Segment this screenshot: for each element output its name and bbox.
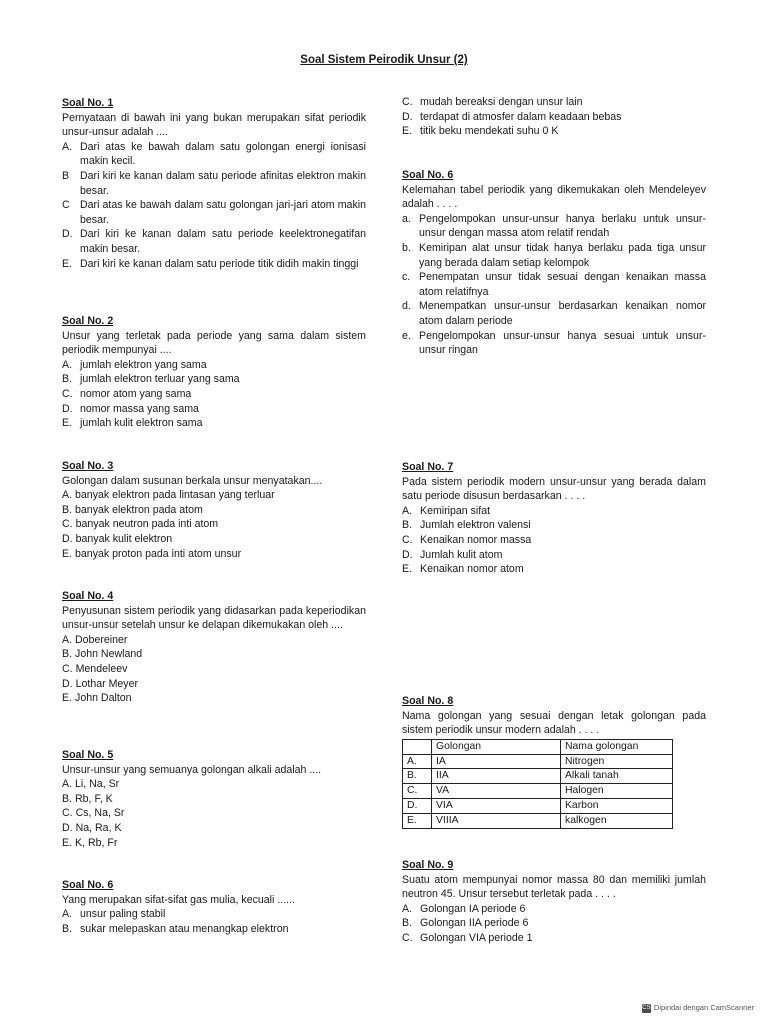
answer-option	[402, 504, 706, 519]
answer-option	[62, 517, 366, 532]
answer-option	[62, 677, 366, 692]
option-label: B.	[62, 503, 73, 516]
option-text: Penempatan unsur tidak sesuai dengan kenaikan massa atom relatifnya	[419, 271, 706, 298]
table-row	[403, 784, 673, 799]
option-text: Pengelompokan unsur-unsur hanya sesuai untuk unsur-unsur ringan	[419, 329, 706, 357]
option-text: banyak elektron pada lintasan yang terluar	[75, 489, 275, 502]
option-label: D.	[62, 821, 73, 834]
option-text: Jumlah elektron valensi	[420, 519, 531, 532]
table-cell: Karbon	[561, 798, 673, 813]
option-text: John Newland	[75, 648, 143, 661]
table-cell: C.	[403, 784, 432, 799]
answer-option	[62, 792, 366, 807]
answer-option	[402, 533, 706, 548]
question-stem: Unsur yang terletak pada periode yang sama dalam sistem periodik mempunyai ....	[62, 329, 366, 357]
table-cell: IIA	[432, 769, 561, 784]
question-stem: Pernyataan di bawah ini yang bukan merupakan sifat periodik unsur-unsur adalah ....	[62, 111, 366, 139]
option-text: Cs, Na, Sr	[75, 807, 125, 820]
table-cell: Halogen	[561, 784, 673, 799]
question-title: Soal No. 5	[62, 749, 114, 761]
answer-option	[62, 358, 366, 373]
option-label: E.	[402, 125, 413, 138]
answer-option	[402, 931, 706, 946]
question-1	[62, 96, 366, 271]
question-title: Soal No. 2	[62, 315, 114, 327]
option-label: d.	[402, 300, 411, 313]
answer-option	[402, 110, 706, 125]
option-label: A.	[62, 908, 73, 921]
answer-option	[62, 257, 366, 272]
question-title: Soal No. 1	[62, 97, 114, 109]
answer-option	[62, 922, 366, 937]
question-stem: Unsur-unsur yang semuanya golongan alkali adalah ....	[62, 763, 322, 776]
answer-option	[62, 227, 366, 256]
option-label: E.	[62, 692, 73, 705]
option-label: E.	[62, 836, 73, 849]
table-cell: A.	[403, 754, 432, 769]
option-text: Golongan IA periode 6	[420, 902, 526, 915]
option-text: unsur paling stabil	[80, 908, 166, 921]
option-label: D.	[62, 532, 73, 545]
option-text: K, Rb, Fr	[75, 836, 118, 849]
option-label: c.	[402, 271, 411, 284]
answer-option	[402, 902, 706, 917]
table-cell: B.	[403, 769, 432, 784]
option-label: E.	[402, 563, 413, 576]
option-text: Dari kiri ke kanan dalam satu periode keelektronegatifan makin besar.	[80, 228, 366, 255]
camscanner-logo: CS	[642, 1005, 651, 1012]
answer-option	[62, 907, 366, 922]
option-text: nomor atom yang sama	[80, 387, 192, 400]
option-label: E.	[62, 257, 73, 270]
option-label: A.	[402, 504, 413, 517]
answer-option	[62, 198, 366, 227]
option-label: D.	[402, 110, 413, 123]
option-label: D.	[62, 677, 73, 690]
answer-option	[62, 547, 366, 562]
golongan-table	[402, 739, 673, 829]
option-text: jumlah elektron yang sama	[80, 358, 207, 371]
question-stem: Suatu atom mempunyai nomor massa 80 dan memiliki jumlah neutron 45. Unsur tersebut terletak pada . . . .	[402, 873, 706, 901]
option-text: Kenaikan nomor massa	[420, 533, 532, 546]
question-title: Soal No. 7	[402, 461, 454, 473]
option-text: Rb, F, K	[75, 792, 113, 805]
question-title: Soal No. 8	[402, 695, 454, 707]
question-title: Soal No. 9	[402, 859, 454, 871]
option-label: B.	[62, 373, 73, 386]
answer-option	[62, 140, 366, 169]
scanner-watermark	[642, 1001, 754, 1016]
answer-option	[402, 548, 706, 563]
answer-option	[402, 124, 706, 139]
answer-option	[62, 416, 366, 431]
answer-option	[402, 916, 706, 931]
answer-option	[62, 806, 366, 821]
table-cell: VA	[432, 784, 561, 799]
page-title: Soal Sistem Peirodik Unsur (2)	[300, 54, 468, 66]
answer-option	[62, 836, 366, 851]
question-stem: Nama golongan yang sesuai dengan letak golongan pada sistem periodik unsur modern adalah . . . .	[402, 709, 706, 737]
option-text: Mendeleev	[75, 662, 128, 675]
option-label: C.	[402, 96, 413, 108]
option-label: B.	[62, 922, 73, 935]
question-4	[62, 589, 366, 706]
option-label: A.	[62, 778, 73, 791]
option-label: E.	[62, 547, 73, 560]
answer-option	[62, 821, 366, 836]
table-header-cell	[403, 739, 432, 754]
table-cell: D.	[403, 798, 432, 813]
option-text: terdapat di atmosfer dalam keadaan bebas	[420, 110, 622, 123]
option-text: Jumlah kulit atom	[420, 548, 503, 561]
table-cell: VIIIA	[432, 813, 561, 828]
table-cell: IA	[432, 754, 561, 769]
option-text: Dobereiner	[75, 633, 128, 646]
question-9	[402, 858, 706, 946]
option-text: Kenaikan nomor atom	[420, 563, 524, 576]
question-stem: Yang merupakan sifat-sifat gas mulia, kecuali ......	[62, 893, 295, 906]
option-text: jumlah kulit elektron sama	[80, 417, 203, 430]
option-label: A.	[402, 902, 413, 915]
answer-option	[402, 212, 706, 241]
option-label: C.	[62, 518, 73, 531]
option-label: b.	[402, 241, 411, 254]
option-text: banyak elektron pada atom	[75, 503, 203, 516]
answer-option	[402, 299, 706, 328]
answer-option	[62, 662, 366, 677]
option-label: D.	[402, 548, 413, 561]
option-text: Na, Ra, K	[75, 821, 122, 834]
table-row	[403, 813, 673, 828]
table-cell: E.	[403, 813, 432, 828]
question-stem: Penyusunan sistem periodik yang didasarkan pada keperiodikan unsur-unsur setelah unsur ke delapan dikemukakan oleh ....	[62, 604, 366, 632]
table-row	[403, 769, 673, 784]
option-label: C.	[62, 662, 73, 675]
option-label: B	[62, 169, 70, 182]
question-title: Soal No. 4	[62, 590, 114, 602]
option-label: C.	[402, 931, 413, 944]
table-row	[403, 754, 673, 769]
question-2	[62, 314, 366, 431]
option-text: John Dalton	[75, 692, 132, 705]
option-label: B.	[62, 792, 73, 805]
table-header-cell: Nama golongan	[561, 739, 673, 754]
option-text: sukar melepaskan atau menangkap elektron	[80, 922, 289, 935]
answer-option	[402, 562, 706, 577]
question-6-continuation	[402, 95, 706, 139]
question-7	[402, 460, 706, 577]
table-row	[403, 798, 673, 813]
answer-option	[62, 402, 366, 417]
answer-option	[62, 647, 366, 662]
watermark-text: Dipindai dengan CamScanner	[653, 1003, 754, 1013]
option-text: mudah bereaksi dengan unsur lain	[420, 96, 583, 108]
option-label: A.	[62, 633, 73, 646]
option-label: B.	[62, 648, 73, 661]
option-label: B.	[402, 917, 413, 930]
answer-option	[402, 518, 706, 533]
option-text: Li, Na, Sr	[75, 778, 120, 791]
option-text: Golongan IIA periode 6	[420, 917, 529, 930]
option-text: banyak kulit elektron	[75, 532, 173, 545]
table-cell: Nitrogen	[561, 754, 673, 769]
question-8	[402, 694, 706, 829]
option-text: Menempatkan unsur-unsur berdasarkan kenaikan nomor atom dalam periode	[419, 300, 706, 327]
question-5	[62, 748, 366, 850]
answer-option	[62, 488, 366, 503]
option-label: C	[62, 199, 70, 212]
option-text: nomor massa yang sama	[80, 402, 199, 415]
option-label: A.	[62, 489, 73, 502]
question-stem: Kelemahan tabel periodik yang dikemukakan oleh Mendeleyev adalah . . . .	[402, 183, 706, 211]
question-stem: Pada sistem periodik modern unsur-unsur yang berada dalam satu periode disusun berdasarkan . . . .	[402, 475, 706, 503]
answer-option	[402, 95, 706, 110]
option-label: a.	[402, 212, 411, 225]
option-text: banyak proton pada inti atom unsur	[75, 547, 242, 560]
option-label: e.	[402, 329, 411, 342]
option-text: Kemiripan sifat	[420, 504, 491, 517]
option-text: Golongan VIA periode 1	[420, 931, 533, 944]
answer-option	[62, 372, 366, 387]
question-6-left	[62, 878, 366, 936]
answer-option	[62, 532, 366, 547]
option-label: E.	[62, 417, 73, 430]
option-label: A.	[62, 358, 73, 371]
option-label: B.	[402, 519, 413, 532]
option-label: D.	[62, 228, 73, 241]
option-text: jumlah elektron terluar yang sama	[80, 373, 240, 386]
option-text: Dari kiri ke kanan dalam satu periode afinitas elektron makin besar.	[80, 169, 366, 197]
option-text: Dari atas ke bawah dalam satu golongan energi ionisasi makin kecil.	[80, 140, 366, 168]
option-text: Dari kiri ke kanan dalam satu periode titik didih makin tinggi	[80, 257, 359, 270]
option-label: C.	[62, 387, 73, 400]
table-header-row	[403, 739, 673, 754]
option-label: C.	[62, 807, 73, 820]
question-3	[62, 459, 366, 561]
answer-option	[402, 329, 706, 358]
option-label: D.	[62, 402, 73, 415]
answer-option	[402, 270, 706, 299]
table-cell: VIA	[432, 798, 561, 813]
question-title: Soal No. 6	[62, 879, 114, 891]
answer-option	[62, 691, 366, 706]
option-text: Kemiripan alat unsur tidak hanya berlaku pada tiga unsur yang berada dalam setiap kelompok	[419, 241, 706, 269]
question-stem: Golongan dalam susunan berkala unsur menyatakan....	[62, 474, 323, 487]
option-text: Dari atas ke bawah dalam satu golongan jari-jari atom makin besar.	[80, 199, 366, 226]
answer-option	[62, 387, 366, 402]
table-cell: Alkali tanah	[561, 769, 673, 784]
answer-option	[62, 169, 366, 198]
question-title: Soal No. 3	[62, 460, 114, 472]
question-6-right	[402, 168, 706, 358]
option-label: C.	[402, 533, 413, 546]
table-cell: kalkogen	[561, 813, 673, 828]
answer-option	[62, 777, 366, 792]
option-text: titik beku mendekati suhu 0 K	[420, 125, 559, 138]
option-text: Lothar Meyer	[75, 677, 139, 690]
option-text: banyak neutron pada inti atom	[75, 518, 219, 531]
option-label: A.	[62, 140, 73, 153]
answer-option	[62, 503, 366, 518]
question-title: Soal No. 6	[402, 169, 454, 181]
answer-option	[62, 633, 366, 648]
table-header-cell: Golongan	[432, 739, 561, 754]
answer-option	[402, 241, 706, 270]
option-text: Pengelompokan unsur-unsur hanya berlaku untuk unsur-unsur dengan massa atom relatif rendah	[419, 212, 706, 240]
